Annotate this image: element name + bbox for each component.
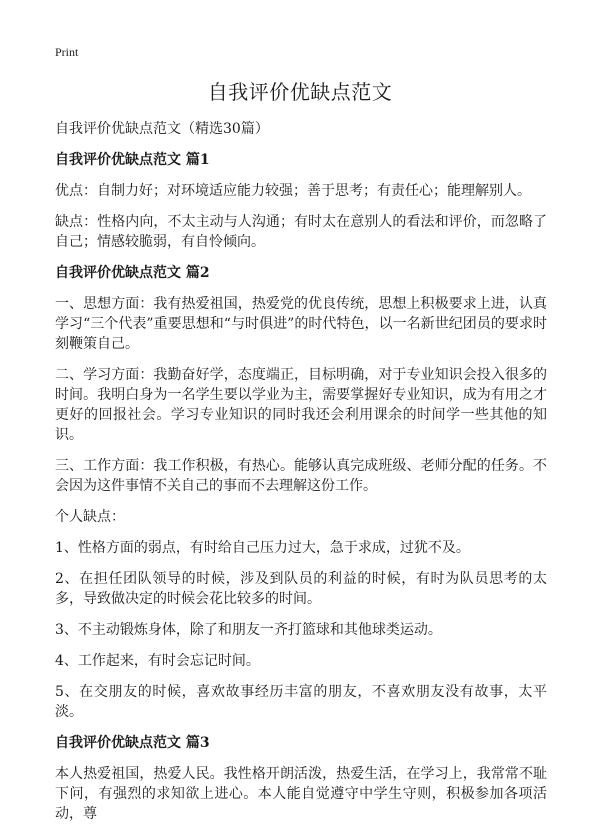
paragraph: 优点：自制力好；对环境适应能力较强；善于思考；有责任心；能理解别人。 xyxy=(55,183,531,199)
list-item: 4、工作起来，有时会忘记时间。 xyxy=(55,653,260,669)
document-subtitle: 自我评价优缺点范文（精选30篇） xyxy=(55,121,269,137)
list-item: 5、在交朋友的时候，喜欢故事经历丰富的朋友，不喜欢朋友没有故事，太平淡。 xyxy=(55,684,547,720)
paragraph: 三、工作方面：我工作积极，有热心。能够认真完成班级、老师分配的任务。不会因为这件事情不关自己的事而不去理解这份工作。 xyxy=(55,458,547,494)
paragraph: 缺点：性格内向，不太主动与人沟通；有时太在意别人的看法和评价，而忽略了自己；情感较脆弱，有自怜倾向。 xyxy=(55,214,547,250)
list-item: 1、性格方面的弱点，有时给自己压力过大，急于求成，过犹不及。 xyxy=(55,540,470,556)
paragraph: 本人热爱祖国，热爱人民。我性格开朗活泼，热爱生活，在学习上，我常常不耻下问，有强烈的求知欲上进心。本人能自觉遵守中学生守则，积极参加各项活动，尊 xyxy=(55,766,547,822)
document-body xyxy=(55,119,547,828)
paragraph: 二、学习方面：我勤奋好学，态度端正，目标明确，对于专业知识会投入很多的时间。我明白身为一名学生要以学业为主，需要掌握好专业知识，成为有用之才更好的回报社会。学习专业知识的同时我还会利用课余的时间学一些其他的知识。 xyxy=(55,367,547,443)
section-heading-3: 自我评价优缺点范文 篇3 xyxy=(55,735,210,751)
paragraph: 一、思想方面：我有热爱祖国，热爱党的优良传统，思想上积极要求上进，认真学习“三个代表”重要思想和“与时俱进”的时代特色，以一名新世纪团员的要求时刻鞭策自己。 xyxy=(55,296,547,352)
section-heading-2: 自我评价优缺点范文 篇2 xyxy=(55,265,210,281)
section-heading-1: 自我评价优缺点范文 篇1 xyxy=(55,152,210,168)
paragraph: 个人缺点： xyxy=(55,509,125,525)
document-title: 自我评价优缺点范文 xyxy=(207,80,393,104)
print-link[interactable]: Print xyxy=(55,45,79,59)
list-item: 3、不主动锻炼身体，除了和朋友一齐打篮球和其他球类运动。 xyxy=(55,622,442,638)
list-item: 2、在担任团队领导的时候，涉及到队员的利益的时候，有时为队员思考的太多，导致做决定的时候会花比较多的时间。 xyxy=(55,571,547,607)
